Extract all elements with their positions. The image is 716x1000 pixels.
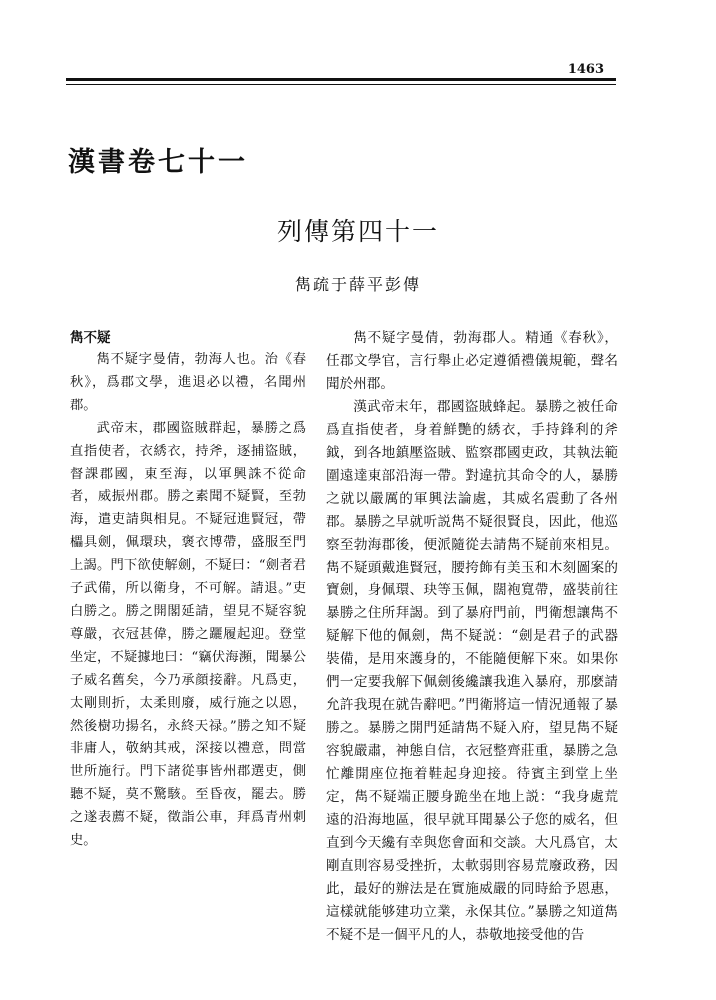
page-number: 1463 <box>567 62 604 77</box>
section-heading: 雋不疑 <box>70 330 111 346</box>
header-rule-thin <box>66 84 616 85</box>
translation-text-column <box>326 327 618 947</box>
header-rule-thick <box>66 78 616 81</box>
classical-paragraph: 武帝末，郡國盜賊群起，暴勝之爲直指使者，衣綉衣，持斧，逐捕盜賊，督課郡國，東至海，以軍興誅不從命者，威振州郡。勝之素聞不疑賢，至勃海，遣吏請與相見。不疑冠進賢冠，帶櫑具劍，佩環玦，褒衣博帶，盛服至門上謁。門下欲使解劍，不疑曰：“劍者君子武備，所以衛身，不可解。請退。”吏白勝之。勝之開閣延請，望見不疑容貌尊嚴，衣冠甚偉，勝之躧履起迎。登堂坐定，不疑據地曰：“竊伏海瀕，聞暴公子威名舊矣，今乃承顔接辭。凡爲吏，太剛則折，太柔則廢，威行施之以恩，然後樹功揚名，永終天禄。”勝之知不疑非庸人，敬納其戒，深接以禮意，問當世所施行。門下諸從事皆州郡選吏，側聽不疑，莫不驚駭。至昏夜，罷去。勝之遂表薦不疑，徵詣公車，拜爲青州刺史。 <box>70 420 306 849</box>
translation-paragraph: 漢武帝末年，郡國盜賊蜂起。暴勝之被任命爲直指使者，身着鮮艷的綉衣，手持鋒利的斧鉞，到各地鎮壓盜賊、監察郡國吏政，其執法範圍遠達東部沿海一帶。對違抗其命令的人，暴勝之就以嚴厲的軍興法論處，其威名震動了各州郡。暴勝之早就听説雋不疑很賢良，因此，他巡察至勃海郡後，便派隨從去請雋不疑前來相見。雋不疑頭戴進賢冠，腰挎飾有美玉和木刻圖案的寶劍，身佩環、玦等玉佩，闊袍寬帶，盛裝前往暴勝之住所拜謁。到了暴府門前，門衛想讓雋不疑解下他的佩劍，雋不疑説：“劍是君子的武器裝備，是用來護身的，不能隨便解下來。如果你們一定要我解下佩劍後纔讓我進入暴府，那麽請允許我現在就告辭吧。”門衛將這一情況通報了暴勝之。暴勝之開門延請雋不疑入府，望見雋不疑容貌嚴肅，神態自信，衣冠整齊莊重，暴勝之急忙離開座位拖着鞋起身迎接。待賓主到堂上坐定，雋不疑端正腰身跪坐在地上説：“我身處荒遠的沿海地區，很早就耳聞暴公子您的威名，但直到今天纔有幸與您會面和交談。大凡爲官，太剛直則容易受挫折，太軟弱則容易荒廢政務，因此，最好的辦法是在實施威嚴的同時給予恩惠，這樣就能够建功立業，永保其位。”暴勝之知道雋不疑不是一個平凡的人，恭敬地接受他的告 <box>326 398 618 943</box>
volume-title: 漢書卷七十一 <box>68 147 248 178</box>
classical-text-column <box>70 327 306 853</box>
classical-paragraph: 雋不疑字曼倩，勃海人也。治《春秋》，爲郡文學，進退必以禮，名聞州郡。 <box>70 352 306 413</box>
chapter-subtitle: 雋疏于薛平彭傳 <box>294 275 421 294</box>
chapter-title: 列傳第四十一 <box>276 217 439 246</box>
translation-paragraph: 雋不疑字曼倩，勃海郡人。精通《春秋》，任郡文學官，言行舉止必定遵循禮儀規範，聲名聞於州郡。 <box>326 330 618 392</box>
